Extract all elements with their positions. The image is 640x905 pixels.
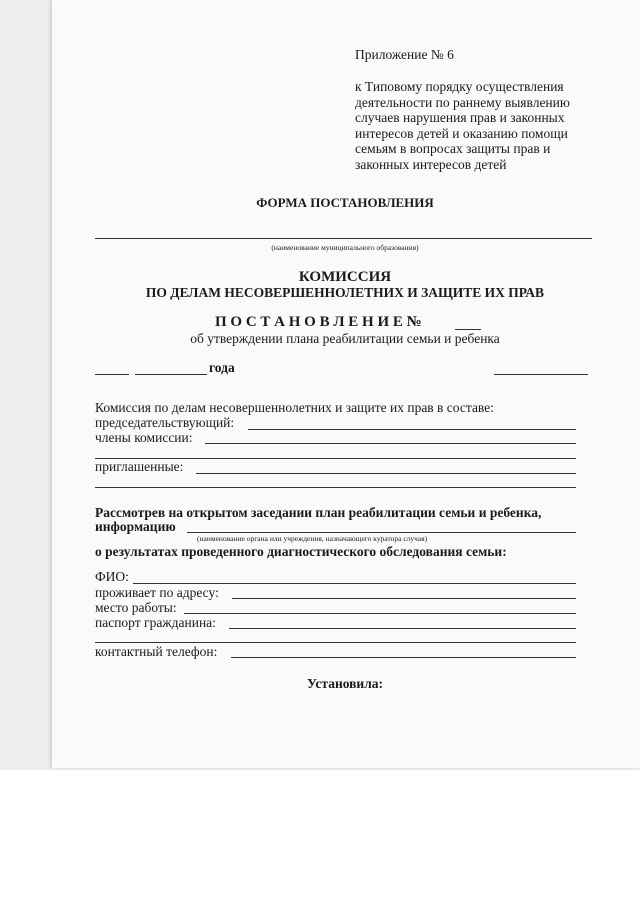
appendix-line: интересов детей и оказанию помощи: [355, 125, 568, 141]
phone-line: [231, 657, 576, 658]
chair-label: председательствующий:: [95, 415, 235, 430]
consideration-line-2: информацию: [95, 519, 176, 534]
appendix-text: [355, 79, 570, 172]
established-heading: Установила:: [306, 676, 384, 691]
members-label: члены комиссии:: [95, 430, 193, 445]
municipality-line: [95, 238, 592, 239]
resolution-heading: П О С Т А Н О В Л Е Н И Е №: [215, 314, 422, 330]
commission-subtitle: ПО ДЕЛАМ НЕСОВЕРШЕННОЛЕТНИХ И ЗАЩИТЕ ИХ ПРАВ: [145, 285, 545, 300]
invited-line-2: [95, 487, 576, 488]
consideration-line-1: Рассмотрев на открытом заседании план реабилитации семьи и ребенка,: [95, 505, 542, 520]
place-line: [494, 374, 588, 375]
form-title: ФОРМА ПОСТАНОВЛЕНИЯ: [256, 195, 434, 210]
appendix-line: к Типовому порядку осуществления: [355, 79, 564, 94]
consideration-line-3: о результатах проведенного диагностического обследования семьи:: [95, 544, 507, 559]
address-label: проживает по адресу:: [95, 585, 219, 600]
appendix-line: деятельности по раннему выявлению: [355, 94, 570, 110]
resolution-subject: об утверждении плана реабилитации семьи и ребенка: [190, 331, 500, 346]
municipality-caption: (наименование муниципального образования): [271, 243, 419, 252]
info-source-line: [187, 532, 576, 533]
invited-label: приглашенные:: [95, 459, 184, 474]
work-label: место работы:: [95, 600, 177, 615]
fio-line: [133, 583, 576, 584]
appendix-line: семьям в вопросах защиты прав и: [355, 141, 551, 156]
members-line-1: [205, 443, 576, 444]
passport-label: паспорт гражданина:: [95, 615, 216, 630]
chair-line: [248, 429, 576, 430]
address-line: [232, 598, 576, 599]
work-line: [184, 613, 576, 614]
commission-title: КОМИССИЯ: [298, 269, 392, 285]
appendix-line: случаев нарушения прав и законных: [355, 110, 565, 125]
date-year-label: года: [209, 360, 235, 375]
fio-label: ФИО:: [95, 569, 129, 584]
invited-line-1: [196, 473, 576, 474]
passport-line-2: [95, 642, 576, 643]
appendix-line: законных интересов детей: [355, 156, 507, 172]
composition-intro: Комиссия по делам несовершеннолетних и защите их прав в составе:: [95, 400, 494, 415]
date-month-line: [135, 374, 207, 375]
info-source-caption: (наименование органа или учреждения, назначающего куратора случая): [197, 534, 428, 543]
phone-label: контактный телефон:: [95, 644, 218, 659]
passport-line-1: [229, 628, 576, 629]
resolution-number-line: [455, 329, 481, 330]
appendix-number: Приложение № 6: [355, 47, 454, 62]
date-day-line: [95, 374, 129, 375]
